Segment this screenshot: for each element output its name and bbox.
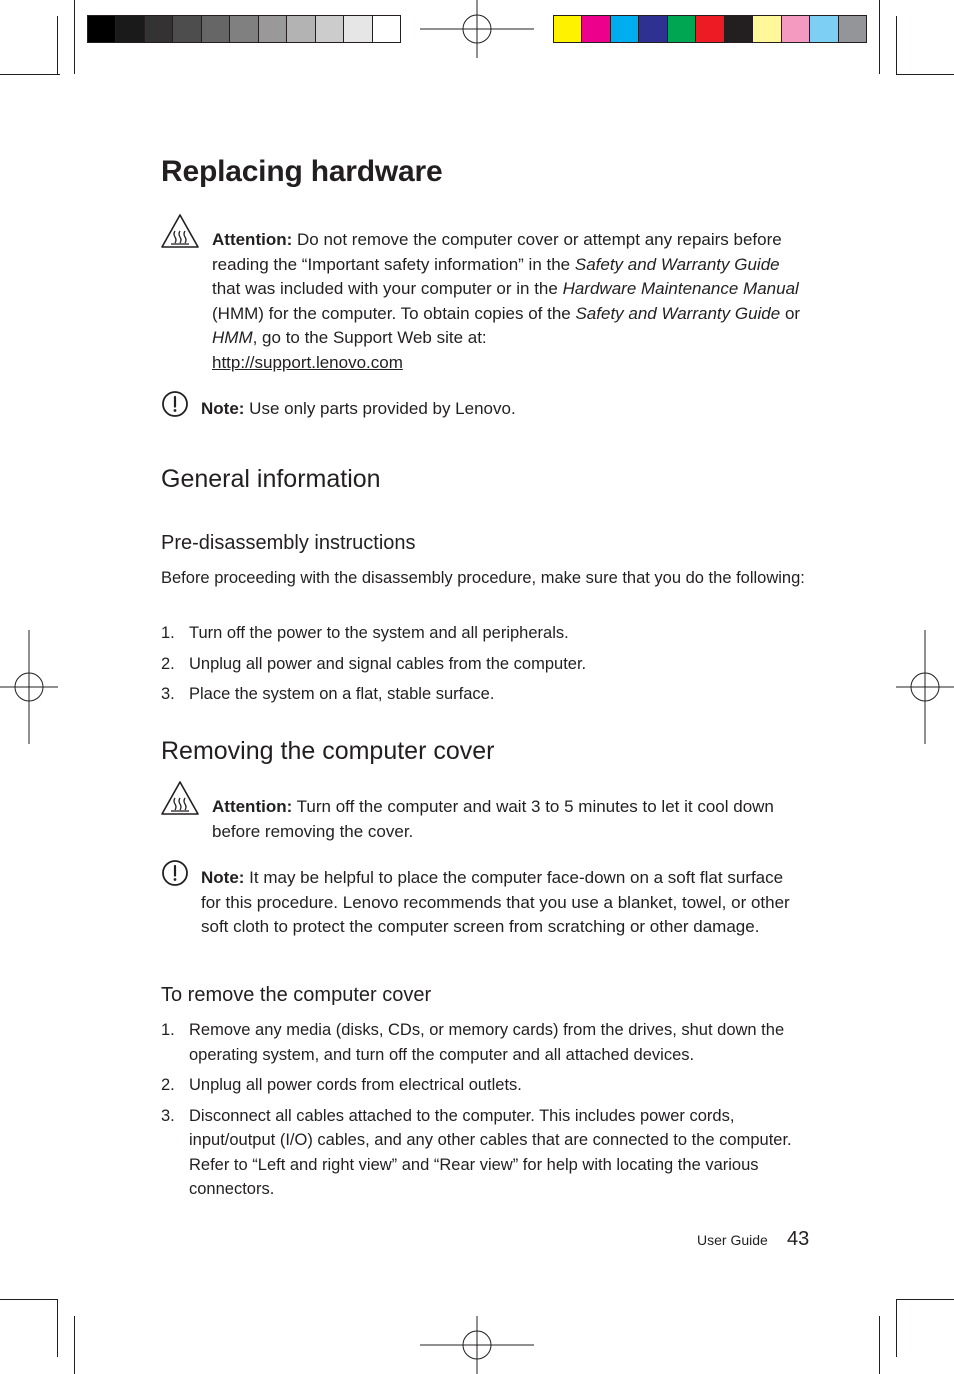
color-calibration-bar xyxy=(553,15,867,43)
registration-mark-top-icon xyxy=(420,0,534,60)
note-exclamation-icon xyxy=(161,390,189,418)
gray-swatch-4 xyxy=(173,16,201,42)
pre-disassembly-steps xyxy=(161,621,811,713)
list-item xyxy=(161,682,811,707)
list-item-number: 3. xyxy=(161,685,175,703)
note-label: Note: xyxy=(201,868,245,887)
color-swatch-3 xyxy=(611,16,639,42)
color-swatch-8 xyxy=(753,16,781,42)
support-link[interactable]: http://support.lenovo.com xyxy=(212,352,403,372)
section-heading-general-information: General information xyxy=(161,465,381,493)
attention-label: Attention: xyxy=(212,797,293,816)
hot-surface-warning-icon xyxy=(160,213,200,249)
hot-surface-warning-icon xyxy=(160,780,200,816)
gray-swatch-5 xyxy=(202,16,230,42)
color-swatch-4 xyxy=(639,16,667,42)
list-item-text: Remove any media (disks, CDs, or memory cards) from the drives, shut down the operating system, and turn off the computer and all attached devices. xyxy=(189,1021,785,1064)
color-swatch-1 xyxy=(554,16,582,42)
attention-label: Attention: xyxy=(212,230,293,249)
gray-swatch-1 xyxy=(88,16,116,42)
note-face-down: Note: It may be helpful to place the computer face-down on a soft flat surface for this procedure. Lenovo recommends that you use a blanket, towel, or other soft cloth to protect the computer screen from scratching or other damage. xyxy=(201,868,790,936)
color-swatch-9 xyxy=(782,16,810,42)
list-item xyxy=(161,1073,811,1098)
note-exclamation-icon xyxy=(161,859,189,887)
grayscale-calibration-bar xyxy=(87,15,401,43)
color-swatch-2 xyxy=(582,16,610,42)
attention-notice-cool-down: Attention: Turn off the computer and wait 3 to 5 minutes to let it cool down before removing the cover. xyxy=(212,797,774,841)
attention-notice-safety: Attention: Do not remove the computer cover or attempt any repairs before reading the “Important safety information” in the Safety and Warranty Guide that was included with your computer or in the Hardware Maintenance Manual (HMM) for the computer. To obtain copies of the Safety and Warranty Guide or HMM, go to the Support Web site at: http://support.lenovo.com xyxy=(212,230,801,372)
list-item-text: Unplug all power cords from electrical outlets. xyxy=(189,1076,522,1094)
registration-mark-right-icon xyxy=(896,630,954,744)
gray-swatch-3 xyxy=(145,16,173,42)
list-item xyxy=(161,1104,811,1202)
color-swatch-10 xyxy=(810,16,838,42)
list-item-number: 3. xyxy=(161,1106,175,1125)
color-swatch-11 xyxy=(839,16,866,42)
gray-swatch-7 xyxy=(259,16,287,42)
list-item-number: 2. xyxy=(161,1076,175,1094)
list-item xyxy=(161,1018,811,1067)
section-heading-removing-cover: Removing the computer cover xyxy=(161,737,495,765)
note-parts: Note: Use only parts provided by Lenovo. xyxy=(201,399,516,418)
gray-swatch-2 xyxy=(116,16,144,42)
footer-label: User Guide xyxy=(697,1232,768,1248)
list-item-text: Unplug all power and signal cables from the computer. xyxy=(189,654,587,673)
gray-swatch-10 xyxy=(344,16,372,42)
list-item-text: Disconnect all cables attached to the computer. This includes power cords, input/output (I/O) cables, and any other cables that are connected to the computer. Refer to “Left and right view” and “Rear view” for help with locating the various connectors. xyxy=(189,1106,792,1198)
list-item-text: Place the system on a flat, stable surface. xyxy=(189,685,495,703)
list-item xyxy=(161,652,811,677)
note-label: Note: xyxy=(201,399,245,418)
list-item-number: 2. xyxy=(161,654,175,673)
list-item-number: 1. xyxy=(161,624,175,642)
registration-mark-left-icon xyxy=(0,630,58,744)
color-swatch-6 xyxy=(696,16,724,42)
registration-mark-bottom-icon xyxy=(420,1316,534,1374)
list-item xyxy=(161,621,811,646)
list-item-number: 1. xyxy=(161,1021,175,1039)
subheading-pre-disassembly: Pre-disassembly instructions xyxy=(161,532,416,554)
gray-swatch-9 xyxy=(316,16,344,42)
subheading-to-remove-cover: To remove the computer cover xyxy=(161,984,432,1006)
gray-swatch-8 xyxy=(287,16,315,42)
page-number: 43 xyxy=(787,1228,810,1250)
list-item-text: Turn off the power to the system and all peripherals. xyxy=(189,624,569,642)
color-swatch-5 xyxy=(668,16,696,42)
remove-cover-steps xyxy=(161,1018,811,1208)
gray-swatch-6 xyxy=(230,16,258,42)
color-swatch-7 xyxy=(725,16,753,42)
page-title: Replacing hardware xyxy=(161,155,443,188)
pre-disassembly-intro: Before proceeding with the disassembly procedure, make sure that you do the following: xyxy=(161,569,805,587)
gray-swatch-11 xyxy=(373,16,400,42)
